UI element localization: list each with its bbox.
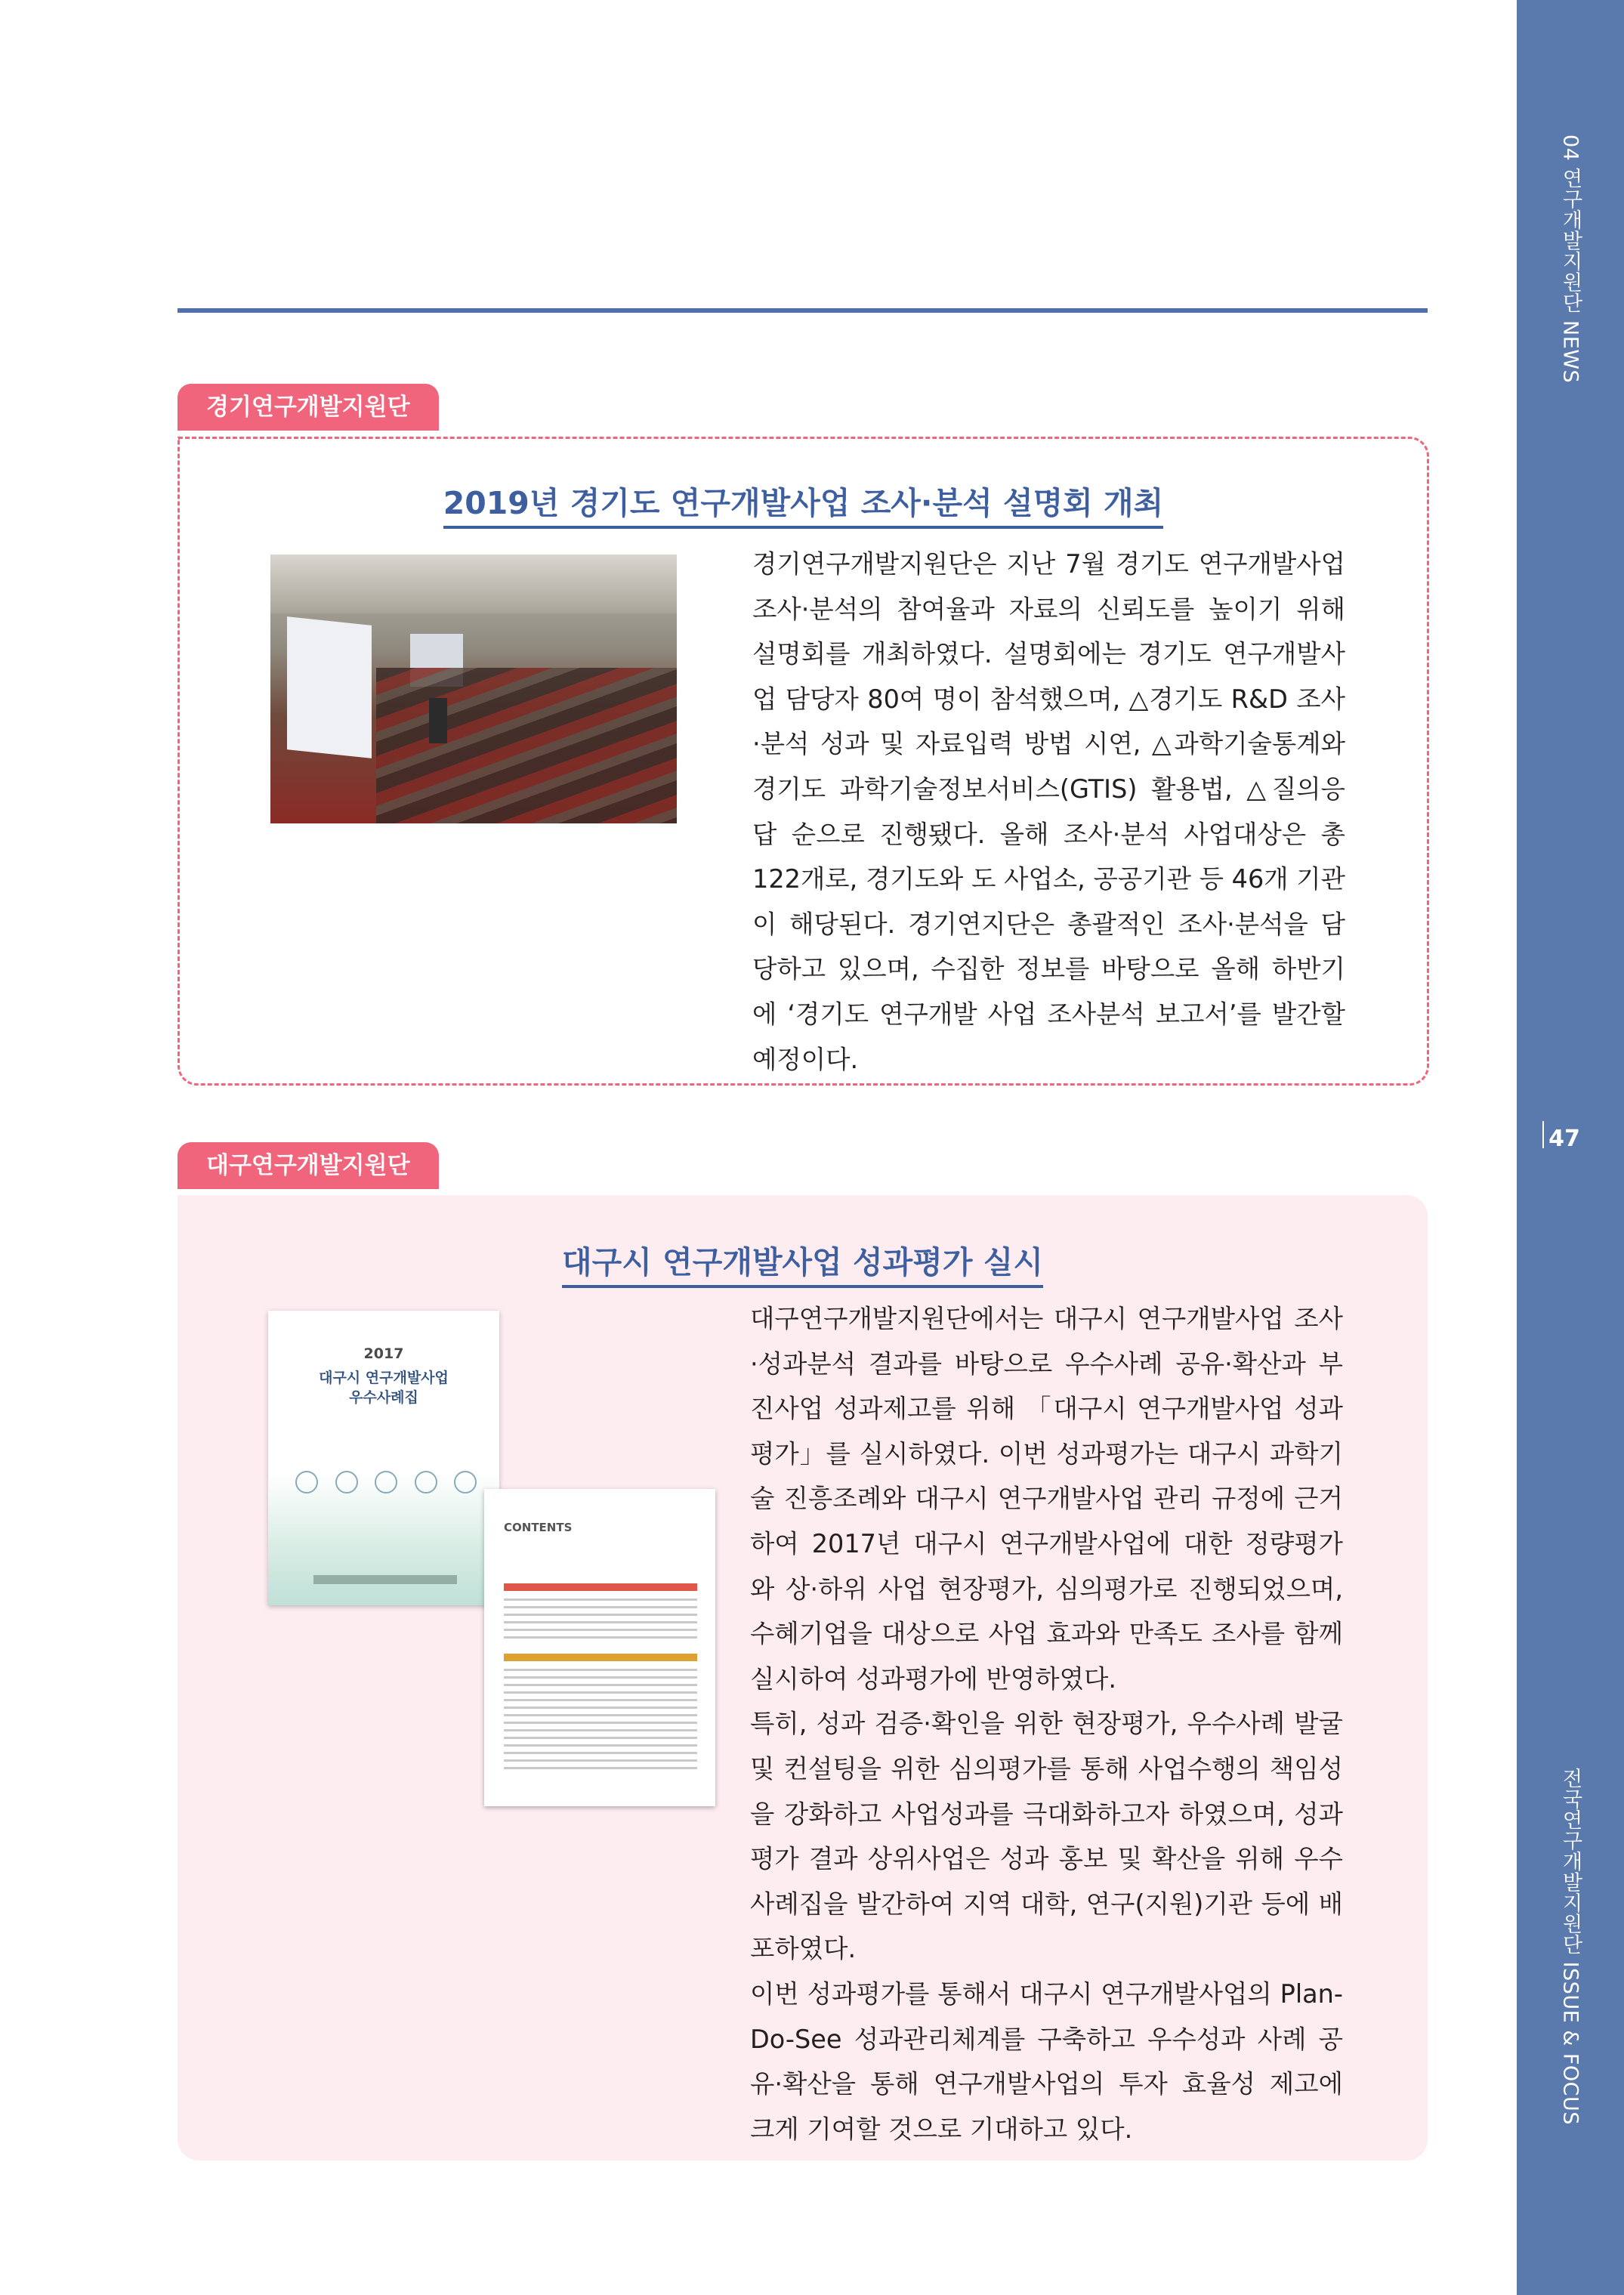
top-divider — [178, 308, 1428, 313]
section1-body — [752, 542, 1345, 1082]
contents-line — [504, 1614, 697, 1616]
section2-paragraph: 이번 성과평가를 통해서 대구시 연구개발사업의 Plan-Do-See 성과관리체계를 구축하고 우수성과 사례 공유·확산을 통해 연구개발사업의 투자 효율성 제고에 크게 기여할 것으로 기대하고 있다. — [750, 1978, 1343, 2144]
section2-tab: 대구연구개발지원단 — [178, 1142, 439, 1189]
casebook-title — [268, 1368, 499, 1407]
car-icon — [454, 1471, 477, 1493]
seminar-photo — [270, 554, 677, 823]
casebook-contents-image — [484, 1489, 715, 1806]
contents-line — [504, 1729, 697, 1731]
brain-icon — [415, 1471, 437, 1493]
contents-section-bar — [504, 1654, 697, 1661]
photo-podium — [429, 698, 447, 743]
section2-title-text: 대구시 연구개발사업 성과평가 실시 — [562, 1237, 1043, 1288]
bulb-icon — [375, 1471, 397, 1493]
section1-title-text: 2019년 경기도 연구개발사업 조사·분석 설명회 개최 — [443, 478, 1164, 529]
contents-line — [504, 1737, 697, 1739]
contents-line — [504, 1621, 697, 1623]
casebook-cover-image — [268, 1311, 499, 1605]
contents-line — [504, 1684, 697, 1686]
contents-section-bar — [504, 1583, 697, 1591]
contents-line — [504, 1629, 697, 1631]
contents-line — [504, 1636, 697, 1639]
contents-line — [504, 1767, 697, 1769]
publisher-logo — [313, 1575, 457, 1584]
leaf-icon — [295, 1471, 318, 1493]
section2-paragraph: 특히, 성과 검증·확인을 위한 현장평가, 우수사례 발굴 및 컨설팅을 위한 심의평가를 통해 사업수행의 책임성을 강화하고 사업성과를 극대화하고자 하였으며, 성과평가 결과 상위사업은 성과 홍보 및 확산을 위해 우수사례집을 발간하여 지역 대학, 연구(지원)기관 등에 배포하였다. — [750, 1709, 1343, 1964]
contents-line — [504, 1714, 697, 1716]
contents-line — [504, 1598, 697, 1601]
photo-projection-screen — [287, 616, 372, 758]
page-number-divider — [1542, 1121, 1544, 1148]
casebook-title-line1: 대구시 연구개발사업 — [319, 1370, 449, 1386]
contents-line — [504, 1676, 697, 1679]
section1-paragraph: 경기연구개발지원단은 지난 7월 경기도 연구개발사업 조사·분석의 참여율과 자료의 신뢰도를 높이기 위해 설명회를 개최하였다. 설명회에는 경기도 연구개발사업 담당자 80여 명이 참석했으며, △경기도 R&D 조사·분석 성과 및 자료입력 방법 시연, △과학기술통계와 경기도 과학기술정보서비스(GTIS) 활용법, △질의응답 순으로 진행됐다. 올해 조사·분석 사업대상은 총 122개로, 경기도와 도 사업소, 공공기관 등 46개 기관이 해당된다. 경기연지단은 총괄적인 조사·분석을 담당하고 있으며, 수집한 정보를 바탕으로 올해 하반기에 ‘경기도 연구개발 사업 조사분석 보고서’를 발간할 예정이다. — [752, 549, 1345, 1074]
section-label: 04 연구개발지원단 NEWS — [1558, 134, 1582, 384]
section1-box — [178, 437, 1429, 1086]
page-number: 47 — [1548, 1126, 1580, 1152]
gear-icon — [335, 1471, 358, 1493]
contents-line — [504, 1606, 697, 1608]
contents-line — [504, 1669, 697, 1671]
casebook-year: 2017 — [363, 1345, 404, 1362]
contents-heading: CONTENTS — [504, 1521, 573, 1534]
magazine-label: 전국연구개발지원단 ISSUE & FOCUS — [1558, 1768, 1582, 2125]
contents-line — [504, 1691, 697, 1694]
section1-title — [180, 478, 1427, 529]
contents-line — [504, 1759, 697, 1762]
section2-title — [178, 1237, 1428, 1288]
contents-line — [504, 1744, 697, 1747]
contents-line — [504, 1707, 697, 1709]
section2-body — [750, 1296, 1343, 2151]
photo-audience — [376, 668, 677, 823]
section1-tab: 경기연구개발지원단 — [178, 384, 439, 431]
casebook-title-line2: 우수사례집 — [349, 1389, 418, 1406]
casebook-icons — [295, 1471, 477, 1493]
section2-box — [178, 1195, 1428, 2161]
photo-ceiling — [270, 554, 677, 613]
contents-line — [504, 1752, 697, 1754]
contents-line — [504, 1722, 697, 1724]
contents-line — [504, 1699, 697, 1701]
section2-paragraph: 대구연구개발지원단에서는 대구시 연구개발사업 조사·성과분석 결과를 바탕으로 우수사례 공유·확산과 부진사업 성과제고를 위해 「대구시 연구개발사업 성과 평가」를 실시하였다. 이번 성과평가는 대구시 과학기술 진흥조례와 대구시 연구개발사업 관리 규정에 근거하여 2017년 대구시 연구개발사업에 대한 정량평가와 상·하위 사업 현장평가, 심의평가로 진행되었으며, 수혜기업을 대상으로 사업 효과와 만족도 조사를 함께 실시하여 성과평가에 반영하였다. — [750, 1304, 1343, 1694]
